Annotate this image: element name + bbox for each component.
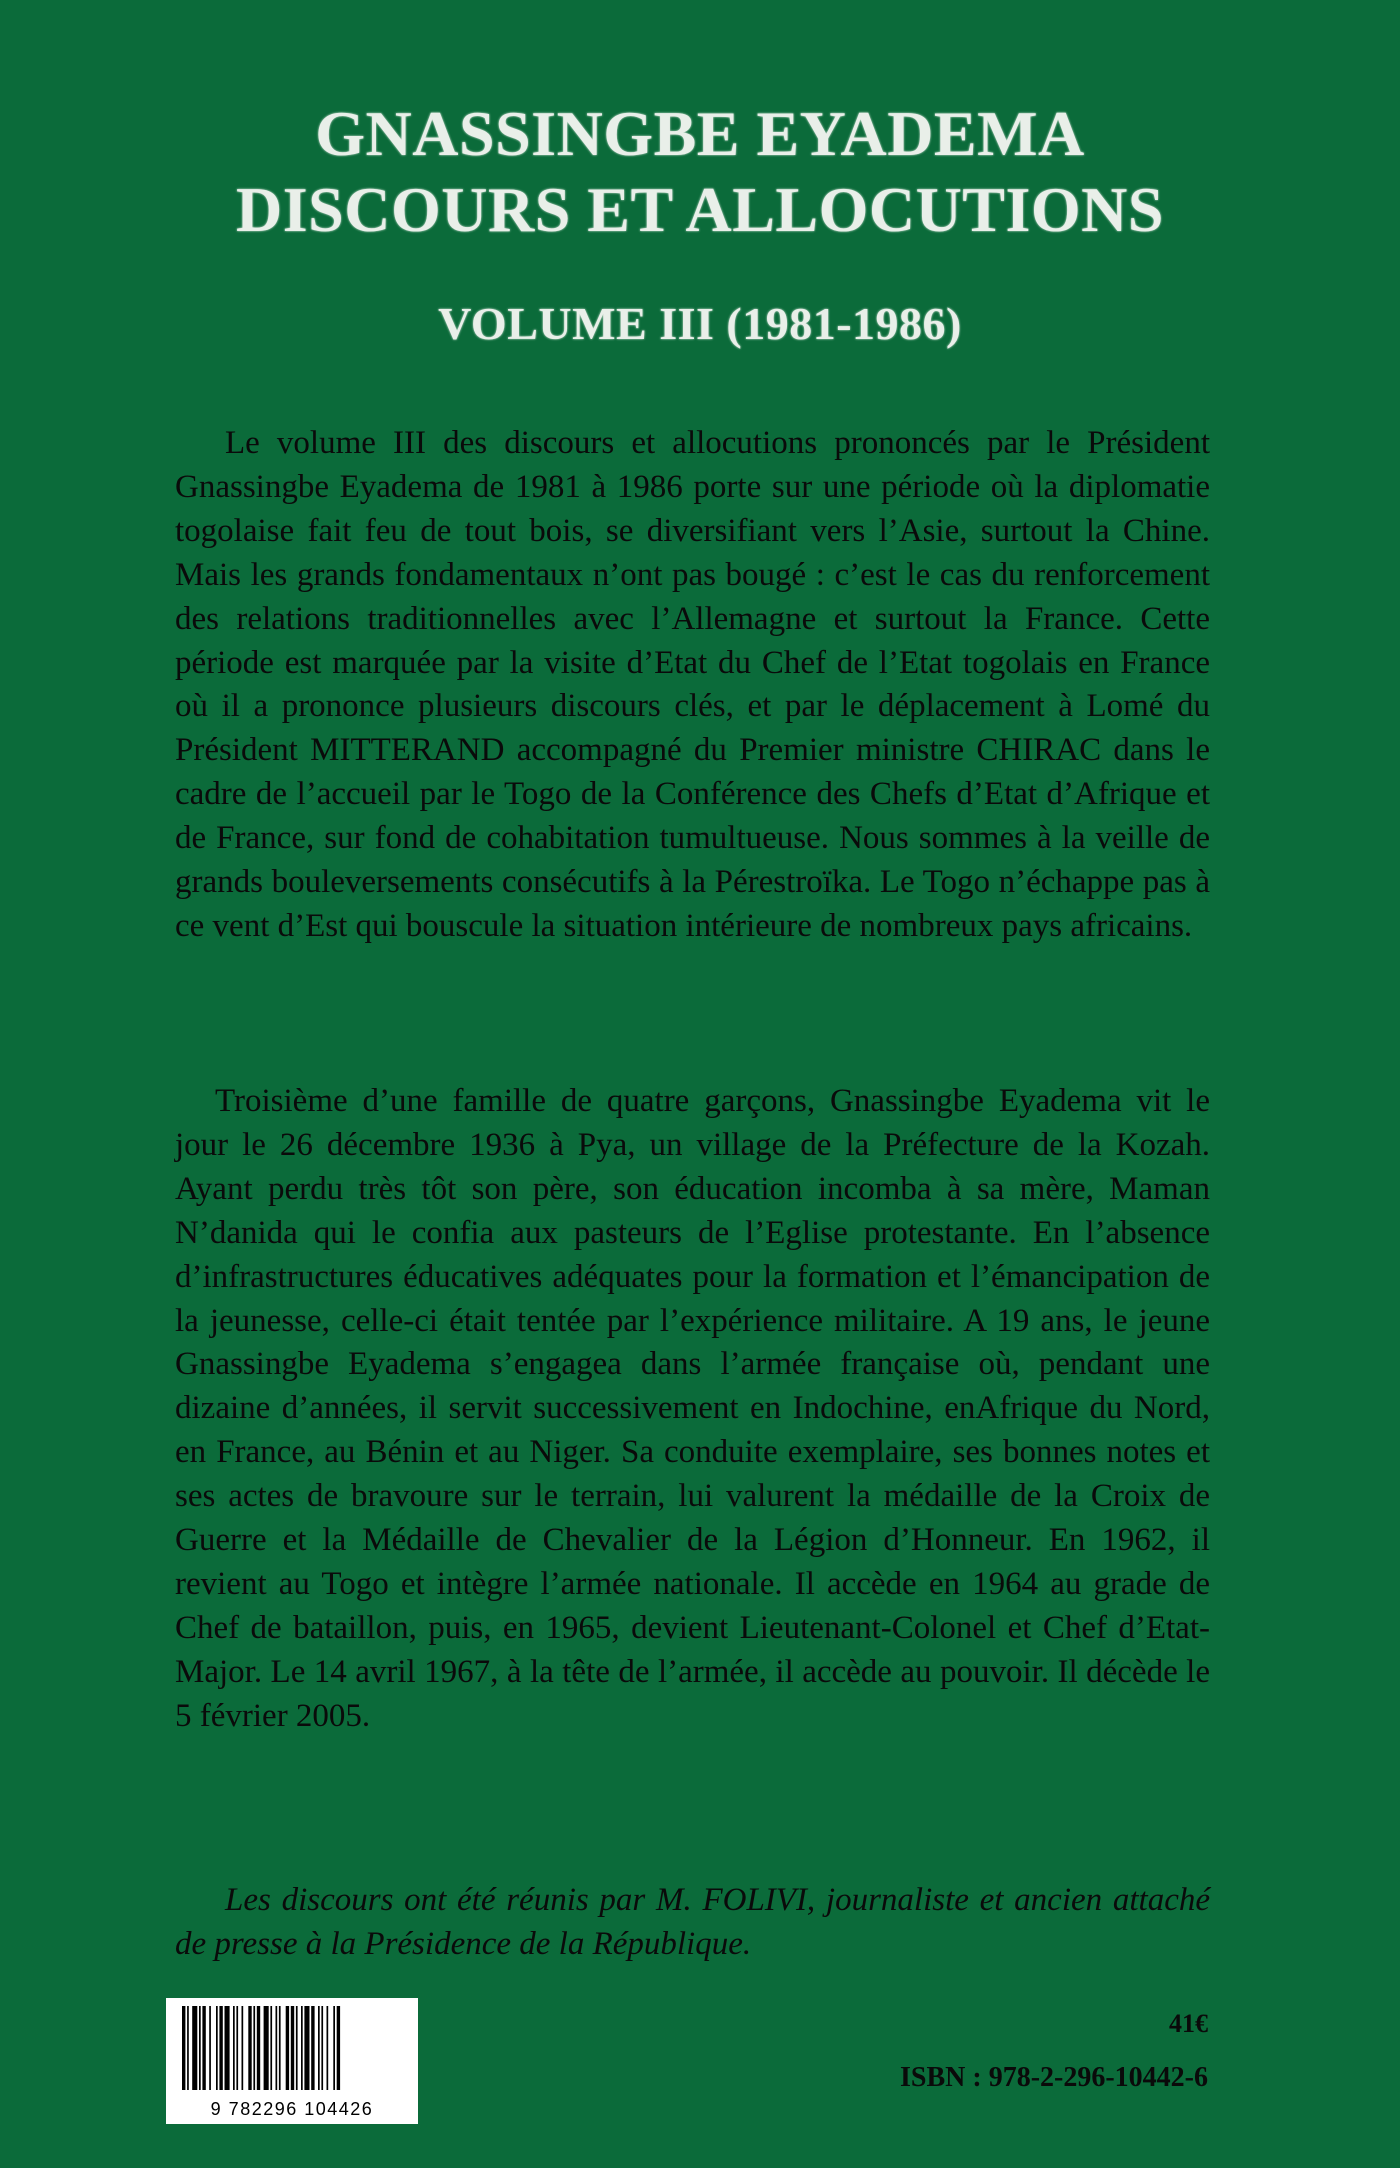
barcode-bar — [286, 2006, 289, 2090]
barcode-bar — [209, 2006, 211, 2090]
barcode-bar — [311, 2006, 314, 2090]
barcode-bar — [270, 2006, 272, 2090]
barcode-bar — [219, 2006, 222, 2090]
barcode-bar — [199, 2006, 201, 2090]
barcode-bar — [187, 2006, 189, 2090]
barcode-bar — [337, 2006, 340, 2090]
summary-paragraph: Le volume III des discours et allocutions prononcés par le Président Gnassingbe Eyadema de 1981 à 1986 porte sur une période où la diplomatie togolaise fait feu de tout bois, se diversifiant vers l’Asie, surtout la Chine. Mais les grands fondamentaux n’ont pas bougé : c’est le cas du renforcement des relations traditionnelles avec l’Allemagne et surtout la France. Cette période est marquée par la visite d’Etat du Chef de l’Etat togolais en France où il a prononce plusieurs discours clés, et par le déplacement à Lomé du Président MITTERAND accompagné du Premier ministre CHIRAC dans le cadre de l’accueil par le Togo de la Conférence des Chefs d’Etat d’Afrique et de France, sur fond de cohabitation tumultueuse. Nous sommes à la veille de grands bouleversements consécutifs à la Pérestroïka. Le Togo n’échappe pas à ce vent d’Est qui bouscule la situation intérieure de nombreux pays africains. — [175, 425, 1210, 944]
barcode-bar — [253, 2006, 255, 2090]
barcode-bar — [202, 2006, 205, 2090]
barcode-bar — [264, 2006, 269, 2090]
price: 41€ — [1169, 2009, 1208, 2038]
credit-paragraph: Les discours ont été réunis par M. FOLIVI, journaliste et ancien attaché de presse à la Présidence de la République. — [175, 1882, 1210, 1962]
barcode-bar — [296, 2006, 298, 2090]
barcode-bar — [291, 2006, 294, 2090]
barcode-bar — [182, 2006, 185, 2090]
biography-paragraph: Troisième d’une famille de quatre garçons, Gnassingbe Eyadema vit le jour le 26 décembre 1936 à Pya, un village de la Préfecture de la Kozah. Ayant perdu très tôt son père, son éducation incomba à sa mère, Maman N’danida qui le confia aux pasteurs de l’Eglise protestante. En l’absence d’infrastructures éducatives adéquates pour la formation et l’émancipation de la jeunesse, celle-ci était tentée par l’expérience militaire. A 19 ans, le jeune Gnassingbe Eyadema s’engagea dans l’armée française où, pendant une dizaine d’années, il servit successivement en Indochine, enAfrique du Nord, en France, au Bénin et au Niger. Sa conduite exemplaire, ses bonnes notes et ses actes de bravoure sur le terrain, lui valurent la médaille de la Croix de Guerre et la Médaille de Chevalier de la Légion d’Honneur. En 1962, il revient au Togo et intègre l’armée nationale. Il accède en 1964 au grade de Chef de bataillon, puis, en 1965, devient Lieutenant-Colonel et Chef d’Etat-Major. Le 14 avril 1967, à la tête de l’armée, il accède au pouvoir. Il décède le 5 février 2005. — [175, 1083, 1210, 1734]
barcode-bar — [318, 2006, 320, 2090]
barcode-bar — [327, 2006, 329, 2090]
barcode-bars — [168, 2000, 416, 2096]
barcode-bar — [321, 2006, 323, 2090]
barcode-bar — [192, 2006, 197, 2090]
author-title: GNASSINGBE EYADEMA — [315, 98, 1085, 169]
barcode-bar — [233, 2006, 235, 2090]
book-title: DISCOURS ET ALLOCUTIONS — [236, 174, 1164, 245]
barcode-bar — [279, 2006, 281, 2090]
barcode-bar — [257, 2006, 260, 2090]
barcode-bar — [304, 2006, 309, 2090]
barcode-bar — [236, 2006, 238, 2090]
barcode-digits: 9 782296 104426 — [210, 2099, 374, 2119]
isbn: ISBN : 978-2-296-10442-6 — [900, 2062, 1208, 2093]
barcode-bar — [301, 2006, 303, 2090]
barcode-bar — [248, 2006, 251, 2090]
barcode-bar — [276, 2006, 278, 2090]
barcode-bar — [242, 2006, 244, 2090]
barcode-bar — [225, 2006, 230, 2090]
volume-subtitle: VOLUME III (1981-1986) — [438, 298, 962, 349]
barcode — [166, 1998, 418, 2124]
barcode-bar — [333, 2006, 335, 2090]
barcode-bar — [216, 2006, 218, 2090]
